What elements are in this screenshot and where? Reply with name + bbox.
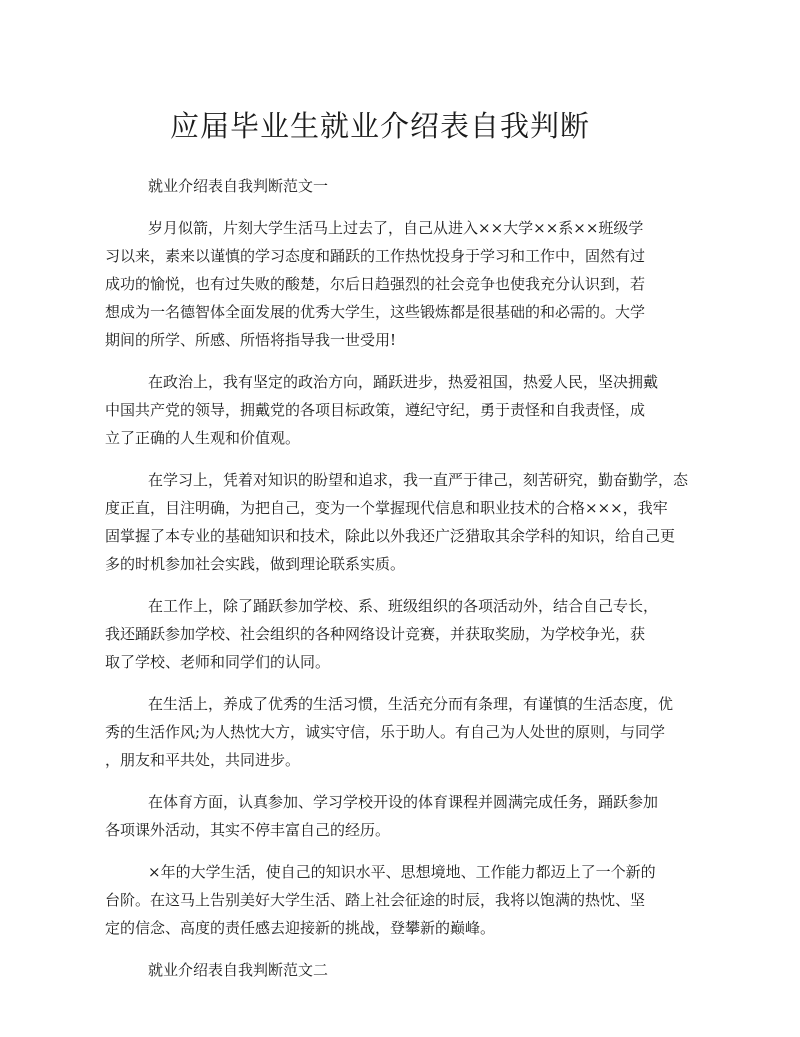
- paragraph-line: 在学习上，凭着对知识的盼望和追求，我一直严于律己，刻苦研究，勤奋勤学，态: [148, 471, 689, 489]
- paragraph-line: 立了正确的人生观和价值观。: [105, 429, 301, 447]
- body-paragraph: [105, 690, 674, 774]
- body-paragraph: [105, 368, 665, 452]
- paragraph-line: 想成为一名德智体全面发展的优秀大学生，这些锻炼都是很基础的和必需的。大学: [105, 303, 646, 321]
- section-one-heading: 就业介绍表自我判断范文一: [148, 177, 329, 195]
- body-paragraph: [105, 858, 665, 942]
- body-paragraph: [105, 592, 665, 676]
- paragraph-line: 定的信念、高度的责任感去迎接新的挑战，登攀新的巅峰。: [105, 919, 496, 937]
- paragraph-line: 岁月似箭，片刻大学生活马上过去了，自己从进入××大学××系××班级学: [148, 219, 644, 237]
- paragraph-line: 度正直，目注明确，为把自己，变为一个掌握现代信息和职业技术的合格×××，我牢: [105, 499, 668, 517]
- paragraph-line: 期间的所学、所感、所悟将指导我一世受用!: [105, 331, 397, 349]
- paragraph-list: [105, 214, 689, 942]
- paragraph-line: 秀的生活作风;为人热忱大方，诚实守信，乐于助人。有自己为人处世的原则，与同学: [105, 723, 666, 741]
- paragraph-line: 成功的愉悦，也有过失败的酸楚，尔后日趋强烈的社会竞争也使我充分认识到，若: [105, 275, 646, 293]
- paragraph-line: 多的时机参加社会实践，做到理论联系实质。: [105, 555, 406, 573]
- paragraph-line: 在生活上，养成了优秀的生活习惯，生活充分而有条理，有谨慎的生活态度，优: [148, 695, 674, 713]
- paragraph-line: 台阶。在这马上告别美好大学生活、踏上社会征途的时辰，我将以饱满的热忱、坚: [105, 891, 646, 909]
- paragraph-line: 在政治上，我有坚定的政治方向，踊跃进步，热爱祖国，热爱人民，坚决拥戴: [148, 373, 659, 391]
- paragraph-line: 我还踊跃参加学校、社会组织的各种网络设计竞赛，并获取奖励，为学校争光，获: [105, 625, 646, 643]
- paragraph-line: 各项课外活动，其实不停丰富自己的经历。: [105, 821, 391, 839]
- document-body: [105, 172, 689, 998]
- body-paragraph: [105, 788, 665, 844]
- document-title: 应届毕业生就业介绍表自我判断: [169, 109, 590, 143]
- paragraph-line: 在体育方面，认真参加、学习学校开设的体育课程并圆满完成任务，踊跃参加: [148, 793, 659, 811]
- paragraph-line: 取了学校、老师和同学们的认同。: [105, 653, 331, 671]
- paragraph-line: ×年的大学生活，使自己的知识水平、思想境地、工作能力都迈上了一个新的: [148, 863, 656, 881]
- paragraph-line: 在工作上，除了踊跃参加学校、系、班级组织的各项活动外，结合自己专长，: [148, 597, 659, 615]
- paragraph-line: 中国共产党的领导，拥戴党的各项目标政策，遵纪守纪，勇于责怪和自我责怪，成: [105, 401, 646, 419]
- paragraph-line: 固掌握了本专业的基础知识和技术，除此以外我还广泛猎取其余学科的知识，给自己更: [105, 527, 676, 545]
- section-two-heading: 就业介绍表自我判断范文二: [148, 961, 329, 979]
- body-paragraph: [105, 214, 665, 354]
- paragraph-line: 习以来，素来以谨慎的学习态度和踊跃的工作热忱投身于学习和工作中，固然有过: [105, 247, 646, 265]
- paragraph-line: ，朋友和平共处，共同进步。: [105, 751, 301, 769]
- body-paragraph: [105, 466, 689, 578]
